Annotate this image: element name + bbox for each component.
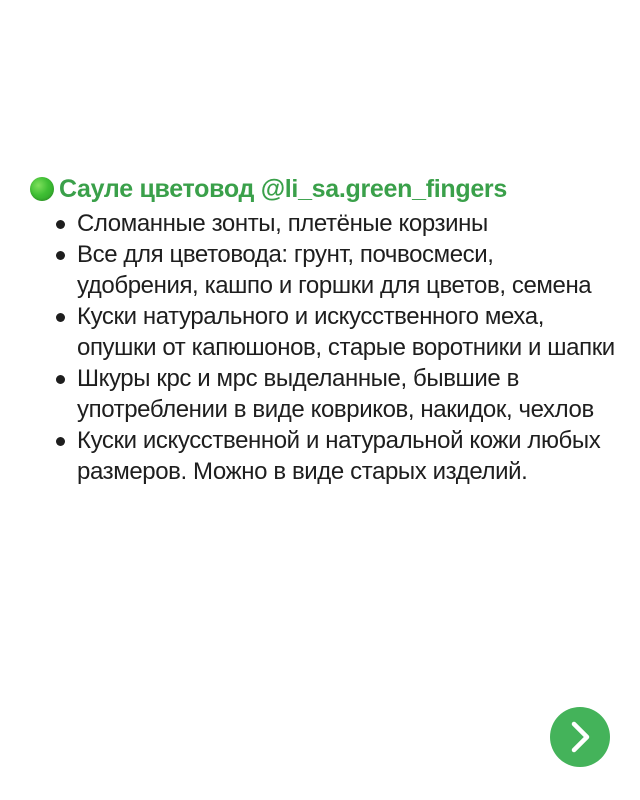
bullet-icon bbox=[56, 437, 65, 446]
list-item-text: Все для цветовода: грунт, почвосмеси, удобрения, кашпо и горшки для цветов, семена bbox=[77, 241, 592, 299]
chevron-right-icon bbox=[550, 707, 610, 767]
list-item bbox=[54, 301, 620, 363]
bullet-icon bbox=[56, 220, 65, 229]
bullet-icon bbox=[56, 313, 65, 322]
heading-text: Сауле цветовод @li_sa.green_fingers bbox=[59, 175, 507, 203]
post-content bbox=[30, 172, 620, 487]
list-item-text: Сломанные зонты, плетёные корзины bbox=[77, 210, 488, 237]
section-heading bbox=[30, 172, 620, 206]
next-slide-button[interactable] bbox=[550, 707, 610, 767]
list-item-text: Куски натурального и искусственного меха, опушки от капюшонов, старые воротники и шапки bbox=[77, 303, 615, 361]
list-item bbox=[54, 363, 620, 425]
bullet-icon bbox=[56, 251, 65, 260]
items-list bbox=[30, 208, 620, 487]
list-item-text: Куски искусственной и натуральной кожи любых размеров. Можно в виде старых изделий. bbox=[77, 427, 601, 485]
bullet-icon bbox=[56, 375, 65, 384]
list-item bbox=[54, 425, 620, 487]
list-item-text: Шкуры крс и мрс выделанные, бывшие в употреблении в виде ковриков, накидок, чехлов bbox=[77, 365, 594, 423]
list-item bbox=[54, 239, 620, 301]
list-item bbox=[54, 208, 620, 239]
green-circle-icon bbox=[30, 177, 54, 201]
